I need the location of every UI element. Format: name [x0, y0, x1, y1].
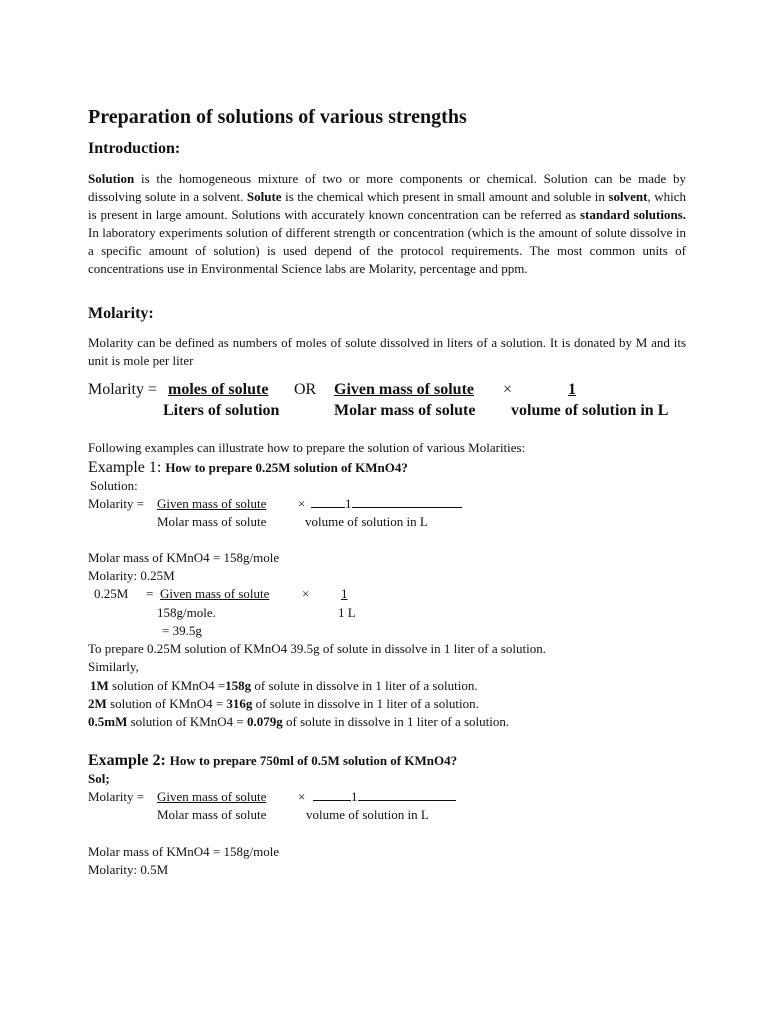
- value-1m: 1M: [90, 678, 109, 693]
- example-2-label: Example 2:: [88, 752, 166, 769]
- value-0-5mm: 0.5mM: [88, 714, 128, 729]
- text-2m-a: solution of KMnO4 =: [106, 696, 227, 711]
- molarity-heading: Molarity:: [88, 305, 154, 322]
- formula-numerator-mass: Given mass of solute: [334, 381, 474, 398]
- example-2-equation-left: Molarity =: [88, 789, 145, 804]
- formula-or: OR: [294, 381, 317, 398]
- formula-denominator-molar-mass: Molar mass of solute: [334, 402, 476, 419]
- formula-numerator-moles: moles of solute: [168, 381, 269, 398]
- term-solution: Solution: [88, 171, 135, 186]
- example-1-substitution-equals: =: [146, 586, 154, 601]
- example-1-substitution-one: 1: [341, 586, 348, 601]
- example-1-substitution-numerator: Given mass of solute: [160, 586, 270, 601]
- text-05mm-b: of solute in dissolve in 1 liter of a solution.: [282, 714, 510, 729]
- formula-denominator-liters: Liters of solution: [163, 402, 280, 419]
- example-1-similar-2m: [88, 697, 479, 712]
- formula-numerator-one: 1: [568, 381, 576, 398]
- example-1-substitution-times: ×: [302, 586, 310, 601]
- formula-label: Molarity =: [88, 381, 158, 398]
- example-1-molarity: Molarity: 0.25M: [88, 568, 175, 583]
- example-1-question: How to prepare 0.25M solution of KMnO4?: [165, 460, 408, 475]
- molarity-definition: Molarity can be defined as numbers of moles of solute dissolved in liters of a solution. It is donated by M and its unit is mole per liter: [88, 335, 686, 368]
- example-1-substitution-den-volume: 1 L: [338, 605, 356, 620]
- example-1-one: 1: [345, 496, 352, 511]
- example-1-similarly: Similarly,: [88, 659, 139, 674]
- example-1-equation-times: ×: [298, 496, 306, 511]
- term-solute: Solute: [246, 189, 282, 204]
- text-1m-b: of solute in dissolve in 1 liter of a solution.: [251, 678, 478, 693]
- text-2m-b: of solute in dissolve in 1 liter of a solution.: [252, 696, 479, 711]
- introduction-paragraph: [88, 170, 686, 278]
- example-1-equation-den-volume: volume of solution in L: [305, 514, 428, 529]
- value-158g: 158g: [225, 678, 252, 693]
- example-1-conclusion: To prepare 0.25M solution of KMnO4 39.5g of solute in dissolve in 1 liter of a solution.: [88, 641, 547, 656]
- value-2m: 2M: [88, 696, 107, 711]
- example-1-heading: [88, 459, 408, 477]
- example-1-equation-left: Molarity =: [88, 496, 145, 511]
- example-1-result: = 39.5g: [162, 623, 202, 638]
- example-2-molarity: Molarity: 0.5M: [88, 862, 169, 877]
- introduction-heading: Introduction:: [88, 140, 181, 157]
- example-1-equation-one: [311, 497, 462, 512]
- example-1-substitution-den-molar-mass: 158g/mole.: [157, 605, 216, 620]
- example-2-equation-times: ×: [298, 789, 306, 804]
- example-2-molar-mass: Molar mass of KMnO4 = 158g/mole: [88, 844, 280, 859]
- example-1-similar-05mm: [88, 715, 509, 730]
- value-316g: 316g: [226, 696, 253, 711]
- value-0-079g: 0.079g: [247, 714, 283, 729]
- example-2-question: How to prepare 750ml of 0.5M solution of KMnO4?: [169, 753, 458, 768]
- term-standard-solutions: standard solutions.: [579, 207, 686, 222]
- example-2-one: 1: [351, 789, 358, 804]
- example-2-equation-numerator: Given mass of solute: [157, 789, 267, 804]
- text-05mm-a: solution of KMnO4 =: [127, 714, 247, 729]
- example-2-equation-den-molar-mass: Molar mass of solute: [157, 807, 267, 822]
- text-1m-a: solution of KMnO4 =: [108, 678, 226, 693]
- page-title: Preparation of solutions of various strengths: [88, 106, 467, 128]
- example-2-sol-label: Sol;: [88, 771, 110, 786]
- example-1-equation-den-molar-mass: Molar mass of solute: [157, 514, 267, 529]
- example-2-equation-den-volume: volume of solution in L: [306, 807, 429, 822]
- example-2-heading: [88, 752, 457, 770]
- example-1-equation-numerator: Given mass of solute: [157, 496, 267, 511]
- example-1-similar-1m: [90, 679, 478, 694]
- intro-text-4: In laboratory experiments solution of different strength or concentration (which is the amount of solute dissolve in a specific amount of solution) is used depend of the protocol requirements. The most common units of concentrations use in Environmental Science labs are Molarity, percentage and ppm.: [88, 225, 686, 276]
- example-1-solution-label: Solution:: [90, 478, 138, 493]
- examples-intro: Following examples can illustrate how to prepare the solution of various Molarities:: [88, 440, 526, 455]
- example-1-substitution-left: 0.25M: [94, 586, 129, 601]
- formula-denominator-volume: volume of solution in L: [511, 402, 669, 419]
- intro-text-3: , which is present in large amount. Solutions with accurately known concentration can be referred as: [88, 189, 686, 222]
- formula-times: ×: [503, 381, 513, 398]
- example-1-molar-mass: Molar mass of KMnO4 = 158g/mole: [88, 550, 280, 565]
- intro-text-1: is the homogeneous mixture of two or more components or chemical. Solution can be made by dissolving solute in a solvent.: [88, 171, 686, 204]
- intro-text-2: is the chemical which present in small amount and soluble in: [281, 189, 609, 204]
- term-solvent: solvent: [608, 189, 648, 204]
- example-2-equation-one: [313, 790, 456, 805]
- example-1-label: Example 1:: [88, 459, 162, 476]
